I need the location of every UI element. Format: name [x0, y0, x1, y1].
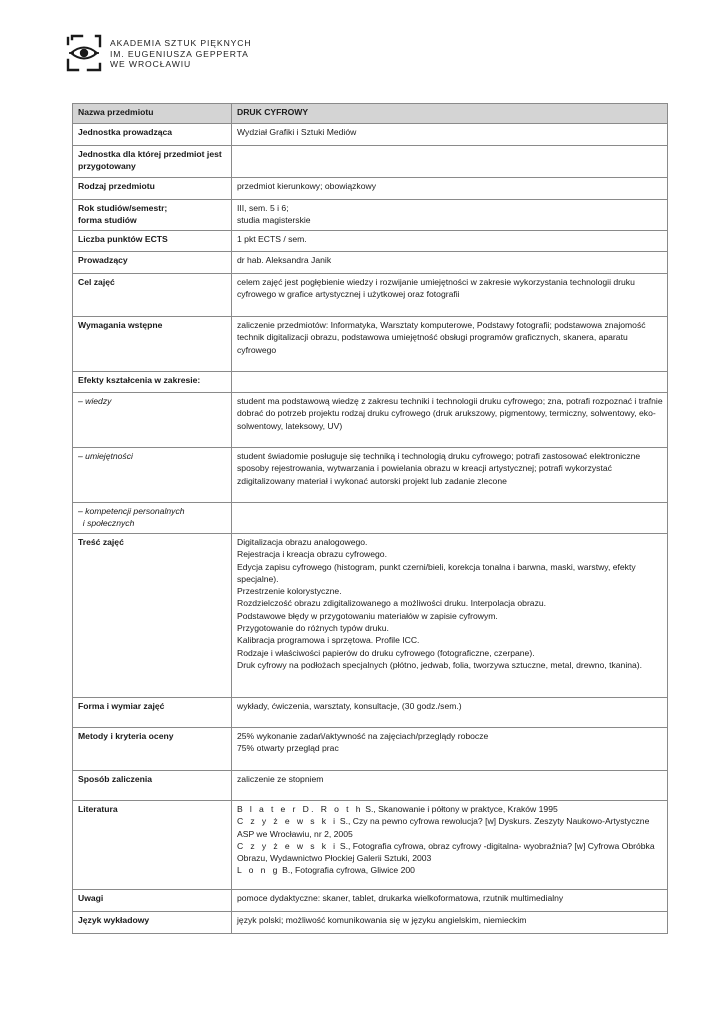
notes-label: Uwagi: [73, 890, 232, 912]
literature-entry: B l a t e r D. R o t h S., Skanowanie i półtony w praktyce, Kraków 1995: [237, 804, 558, 814]
ects-value: 1 pkt ECTS / sem.: [232, 231, 668, 252]
credit-value: zaliczenie ze stopniem: [232, 771, 668, 801]
row-literature: [73, 801, 668, 890]
content-line: Podstawowe błędy w przygotowaniu materiałów w zapisie cyfrowym.: [237, 610, 498, 621]
row-ects: [73, 231, 668, 252]
lecturer-label: Prowadzący: [73, 252, 232, 274]
content-line: Edycja zapisu cyfrowego (histogram, punkt czerni/bieli, korekcja tonalna i barwna, maski, warstwy, efekty specjalne).: [237, 561, 636, 584]
row-goal: [73, 274, 668, 317]
course-type-label: Rodzaj przedmiotu: [73, 178, 232, 200]
course-type-value: przedmiot kierunkowy; obowiązkowy: [232, 178, 668, 200]
row-credit: [73, 771, 668, 801]
skills-value: student świadomie posługuje się techniką i technologią druku cyfrowego; potrafi zastosować elektroniczne sposoby rejestrowania, wytwarzania i powielania obrazu w kreacji artystycznej; potrafi wykorzystać zdigitalizowany materiał i wykonać autorski projekt lub zadanie zlecone: [232, 448, 668, 503]
knowledge-label: – wiedzy: [73, 393, 232, 448]
row-methods: [73, 728, 668, 771]
goal-value: celem zajęć jest pogłębienie wiedzy i rozwijanie umiejętności w zakresie wykorzystania technologii druku cyfrowego w grafice artystycznej i użytkowej oraz fotografii: [232, 274, 668, 317]
content-line: Rejestracja i kreacja obrazu cyfrowego.: [237, 549, 387, 560]
effects-value: [232, 372, 668, 393]
methods-label: Metody i kryteria oceny: [73, 728, 232, 771]
knowledge-value: student ma podstawową wiedzę z zakresu techniki i technologii druku cyfrowego; zna, potrafi rozpoznać i trafnie dobrać do potrzeb projektu rodzaj druku cyfrowego (druk arukszowy, pigmentowy, termiczny, solwentowy, eko-solwentowy, lateksowy, UV): [232, 393, 668, 448]
content-value: [232, 534, 668, 698]
methods-value: 25% wykonanie zadań/aktywność na zajęciach/przeglądy robocze 75% otwarty przegląd prac: [232, 728, 668, 771]
literature-entry: C z y ż e w s k i S., Czy na pewno cyfrowa rewolucja? [w] Dyskurs. Zeszyty Naukowo-Artystyczne ASP we Wrocławiu, nr 2, 2005: [237, 816, 650, 839]
row-competence: [73, 503, 668, 534]
for-unit-value: [232, 146, 668, 178]
unit-value: Wydział Grafiki i Sztuki Mediów: [232, 124, 668, 146]
competence-value: [232, 503, 668, 534]
year-label: Rok studiów/semestr; forma studiów: [73, 200, 232, 231]
language-value: język polski; możliwość komunikowania się w języku angielskim, niemieckim: [232, 912, 668, 934]
form-value: wykłady, ćwiczenia, warsztaty, konsultacje, (30 godz./sem.): [232, 698, 668, 728]
literature-entry: C z y ż e w s k i S., Fotografia cyfrowa, obraz cyfrowy -digitalna- wyobraźnia? [w] Cyfrowa Obróbka Obrazu, Wydawnictwo Płockiej Galerii Sztuki, 2003: [237, 840, 655, 864]
literature-entry: L o n g B., Fotografia cyfrowa, Gliwice 200: [237, 865, 415, 876]
row-lecturer: [73, 252, 668, 274]
institution-name: AKADEMIA SZTUK PIĘKNYCH IM. EUGENIUSZA GEPPERTA WE WROCŁAWIU: [110, 38, 252, 69]
row-requirements: [73, 317, 668, 372]
row-language: [73, 912, 668, 934]
form-label: Forma i wymiar zajęć: [73, 698, 232, 728]
content-line: Rodzaje i właściwości papierów do druku cyfrowego (fotograficzne, czerpane).: [237, 647, 535, 658]
requirements-label: Wymagania wstępne: [73, 317, 232, 372]
lecturer-value: dr hab. Aleksandra Janik: [232, 252, 668, 274]
course-name-value: DRUK CYFROWY: [232, 104, 668, 124]
row-unit: [73, 124, 668, 146]
row-effects-header: [73, 372, 668, 393]
skills-label: – umiejętności: [73, 448, 232, 503]
credit-label: Sposób zaliczenia: [73, 771, 232, 801]
row-course-name: [73, 104, 668, 124]
course-syllabus-table: [72, 103, 668, 934]
year-value: III, sem. 5 i 6; studia magisterskie: [232, 200, 668, 231]
content-line: Rozdzielczość obrazu zdigitalizowanego a możliwości druku. Interpolacja obrazu.: [237, 598, 547, 609]
notes-value: pomoce dydaktyczne: skaner, tablet, drukarka wielkoformatowa, rzutnik multimedialny: [232, 890, 668, 912]
effects-label: Efekty kształcenia w zakresie:: [73, 372, 232, 393]
row-course-type: [73, 178, 668, 200]
row-knowledge: [73, 393, 668, 448]
literature-label: Literatura: [73, 801, 232, 890]
goal-label: Cel zajęć: [73, 274, 232, 317]
row-content: [73, 534, 668, 698]
row-year: [73, 200, 668, 231]
ects-label: Liczba punktów ECTS: [73, 231, 232, 252]
requirements-value: zaliczenie przedmiotów: Informatyka, Warsztaty komputerowe, Podstawy fotografii; podstawowa znajomość technik digitalizacji obrazu, podstawowa umiejętność obsługi programów graficznych, skanera, aparatu cyfrowego: [232, 317, 668, 372]
content-line: Przygotowanie do różnych typów druku.: [237, 623, 389, 634]
content-label: Treść zajęć: [73, 534, 232, 698]
row-notes: [73, 890, 668, 912]
course-name-label: Nazwa przedmiotu: [73, 104, 232, 124]
language-label: Język wykładowy: [73, 912, 232, 934]
literature-value: [232, 801, 668, 890]
content-line: Kalibracja programowa i sprzętowa. Profile ICC.: [237, 635, 420, 646]
competence-label: – kompetencji personalnych i społecznych: [73, 503, 232, 534]
content-line: Digitalizacja obrazu analogowego.: [237, 537, 368, 547]
row-for-unit: [73, 146, 668, 178]
content-line: Druk cyfrowy na podłożach specjalnych (płótno, jedwab, folia, tworzywa sztuczne, metal, drewno, tkanina).: [237, 659, 643, 670]
content-line: Przestrzenie kolorystyczne.: [237, 586, 342, 597]
row-skills: [73, 448, 668, 503]
row-form: [73, 698, 668, 728]
unit-label: Jednostka prowadząca: [73, 124, 232, 146]
for-unit-label: Jednostka dla której przedmiot jest przygotowany: [73, 146, 232, 178]
academy-eye-logo-icon: [66, 34, 102, 72]
